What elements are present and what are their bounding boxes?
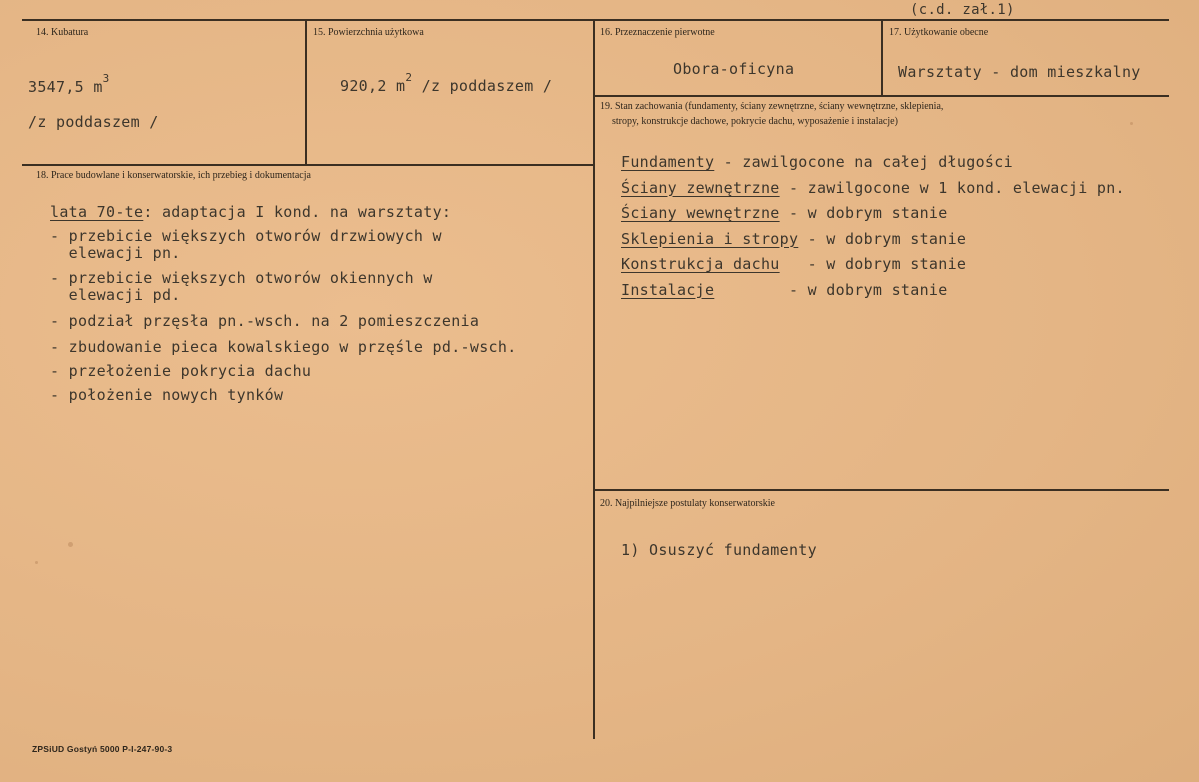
condition-state: - w dobrym stanie — [779, 204, 948, 222]
condition-row — [621, 179, 1125, 205]
condition-list — [621, 153, 1125, 306]
field-19-label-1: 19. Stan zachowania (fundamenty, ściany zewnętrzne, ściany wewnętrzne, sklepienia, — [600, 101, 944, 112]
field-20-label: 20. Najpilniejsze postulaty konserwatorskie — [600, 498, 775, 509]
works-item: - zbudowanie pieca kowalskiego w przęśle pd.-wsch. — [50, 338, 517, 356]
condition-state: - w dobrym stanie — [714, 280, 948, 299]
top-rule — [22, 19, 1169, 21]
condition-row — [621, 230, 1125, 256]
field-18-label: 18. Prace budowlane i konserwatorskie, ich przebieg i dokumentacja — [36, 170, 311, 181]
area-note: /z poddaszem / — [421, 77, 553, 95]
field-15-label: 15. Powierzchnia użytkowa — [313, 27, 424, 38]
condition-state: - zawilgocone na całej długości — [714, 153, 1013, 171]
condition-element: Konstrukcja dachu — [621, 255, 780, 273]
works-intro-text: : adaptacja I kond. na warsztaty: — [143, 203, 452, 221]
field-17-label: 17. Użytkowanie obecne — [889, 27, 989, 38]
condition-element: Sklepienia i stropy — [621, 229, 799, 248]
continuation-note: (c.d. zał.1) — [910, 2, 1015, 18]
rule-20-top — [595, 489, 1169, 491]
works-intro — [50, 203, 451, 221]
condition-state: - w dobrym stanie — [798, 229, 967, 248]
works-item: - położenie nowych tynków — [50, 386, 284, 404]
condition-element: Ściany zewnętrzne — [621, 178, 780, 197]
condition-state: - w dobrym stanie — [779, 255, 967, 273]
works-item: - przebicie większych otworów okiennych w elewacji pd. — [50, 269, 433, 304]
condition-state: - zawilgocone w 1 kond. elewacji pn. — [779, 178, 1125, 197]
print-imprint: ZPSiUD Gostyń 5000 P-I-247-90-3 — [32, 744, 173, 754]
rule-18-top — [22, 164, 595, 166]
works-period: lata 70-te — [50, 203, 144, 221]
area-unit-exp: 2 — [405, 71, 413, 84]
field-16-label: 16. Przeznaczenie pierwotne — [600, 27, 715, 38]
condition-row — [621, 281, 1125, 307]
rule-16-17 — [595, 95, 1169, 97]
works-item: - podział przęsła pn.-wsch. na 2 pomieszczenia — [50, 312, 480, 330]
postulate-item: 1) Osuszyć fundamenty — [621, 541, 817, 559]
cubature-value: 3547,5 m — [28, 78, 103, 96]
field-15-value — [340, 71, 553, 95]
field-14-label: 14. Kubatura — [36, 27, 89, 38]
works-item: - przebicie większych otworów drzwiowych w elewacji pn. — [50, 227, 442, 262]
condition-element: Ściany wewnętrzne — [621, 204, 780, 222]
condition-row — [621, 204, 1125, 230]
field-17-value: Warsztaty - dom mieszkalny — [898, 63, 1141, 81]
divider-v-right — [881, 19, 883, 97]
field-19-label-2: stropy, konstrukcje dachowe, pokrycie dachu, wyposażenie i instalacje) — [612, 116, 898, 127]
condition-row — [621, 153, 1125, 179]
divider-v-left — [305, 19, 307, 166]
paper-spot — [68, 542, 73, 547]
field-14-note: /z poddaszem / — [28, 113, 159, 131]
field-14-value — [28, 72, 110, 96]
condition-element: Instalacje — [621, 280, 715, 299]
field-16-value: Obora-oficyna — [673, 60, 795, 78]
works-item: - przełożenie pokrycia dachu — [50, 362, 312, 380]
condition-element: Fundamenty — [621, 153, 715, 171]
area-value: 920,2 m — [340, 77, 406, 95]
paper-spot — [1130, 122, 1133, 125]
divider-v-main — [593, 19, 595, 739]
paper-spot — [35, 561, 38, 564]
cubature-unit-exp: 3 — [102, 72, 110, 85]
condition-row — [621, 255, 1125, 281]
